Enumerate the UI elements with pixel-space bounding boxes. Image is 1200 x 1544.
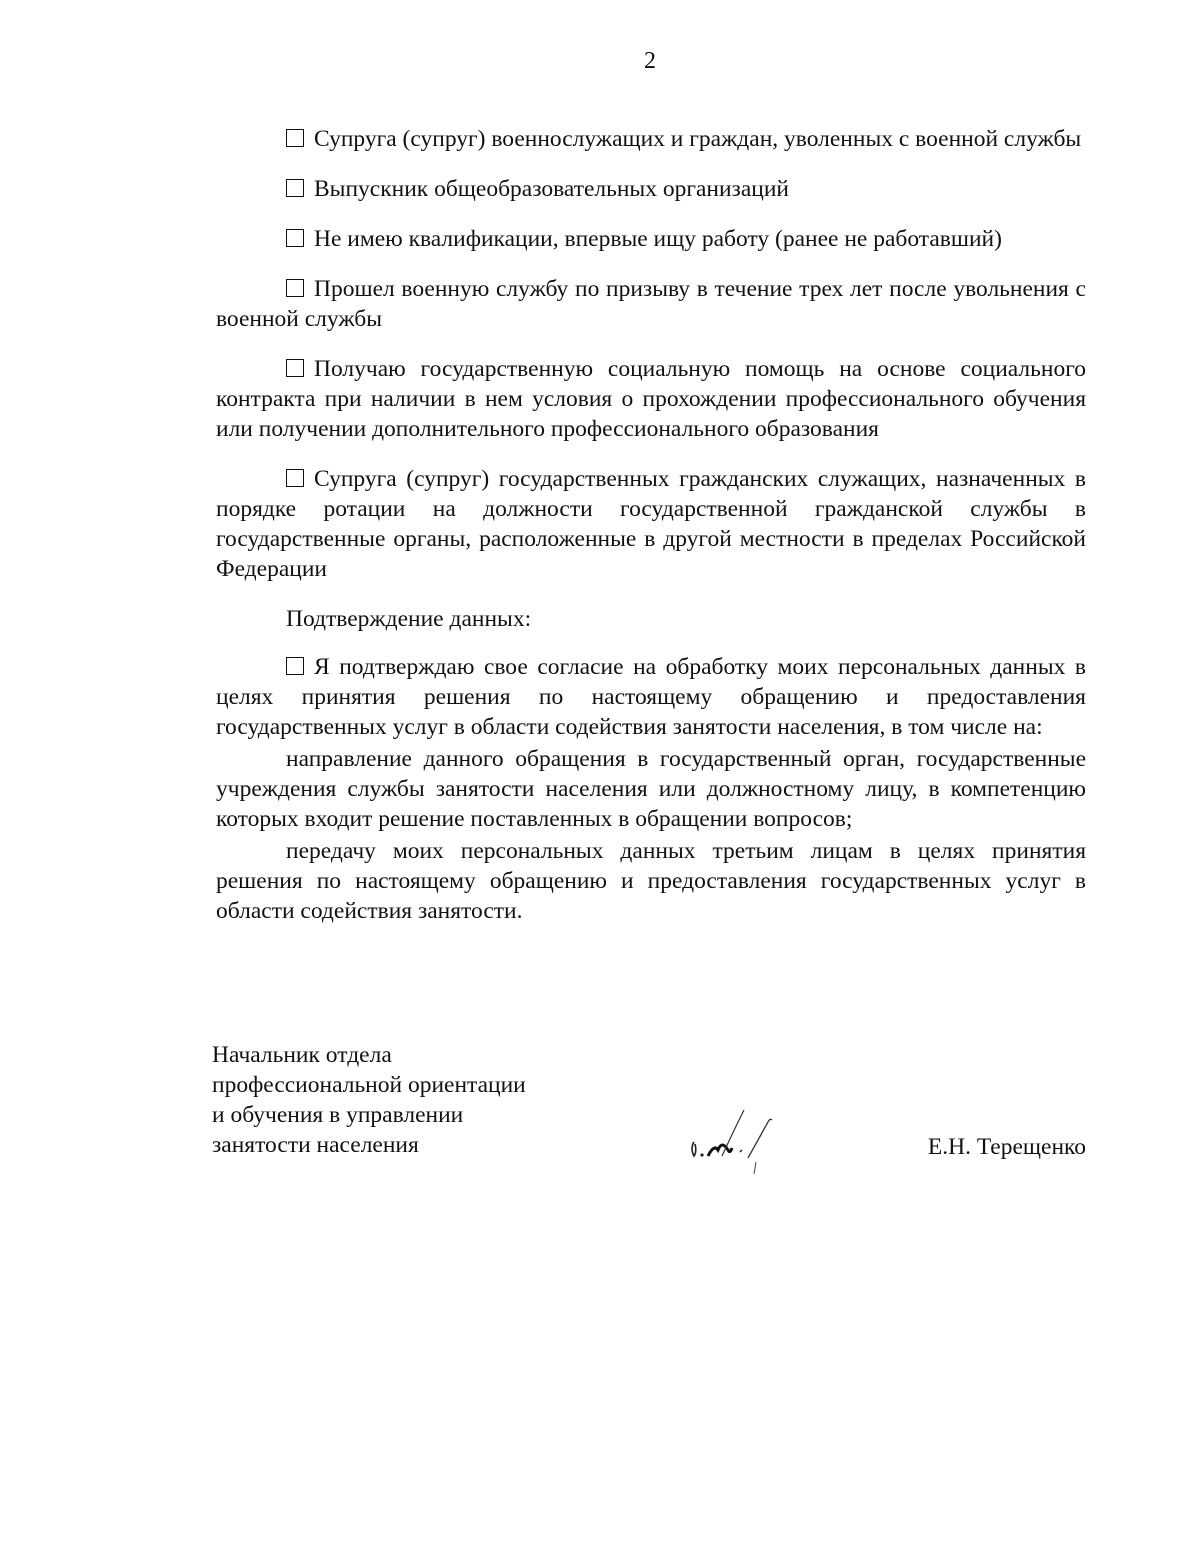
page-number: 2 (644, 48, 656, 74)
option-text: Выпускник общеобразовательных организаций (314, 176, 790, 202)
consent-item (216, 652, 1086, 742)
document-body (216, 124, 1086, 926)
position-title-line: профессиональной ориентации (212, 1072, 526, 1098)
consent-checkbox[interactable] (286, 657, 304, 675)
option-item (216, 464, 1086, 584)
position-title-line: Начальник отдела (212, 1042, 392, 1068)
checkbox[interactable] (286, 279, 304, 297)
option-text: Супруга (супруг) военнослужащих и граждан, уволенных с военной службы (314, 126, 1082, 152)
consent-text: Я подтверждаю свое согласие на обработку моих персональных данных в целях принятия решения по настоящему обращению и предоставления государственных услуг в области содействия занятости населения, в том числе на: (216, 654, 1086, 740)
checkbox[interactable] (286, 179, 304, 197)
option-text: Не имею квалификации, впервые ищу работу (ранее не работавший) (314, 226, 1002, 252)
consent-purpose-1: направление данного обращения в государственный орган, государственные учреждения службы занятости населения или должностному лицу, в компетенцию которых входит решение поставленных в обращении вопросов; (216, 746, 1086, 832)
checkbox[interactable] (286, 129, 304, 147)
option-item (216, 174, 1086, 204)
checkbox[interactable] (286, 229, 304, 247)
consent-purpose-2: передачу моих персональных данных третьим лицам в целях принятия решения по настоящему обращению и предоставления государственных услуг в области содействия занятости. (216, 838, 1086, 924)
position-title (212, 1040, 526, 1160)
checkbox[interactable] (286, 469, 304, 487)
signature-block (212, 1040, 1092, 1180)
option-item (216, 124, 1086, 154)
position-title-line: и обучения в управлении (212, 1102, 464, 1128)
signer-name: Е.Н. Терещенко (927, 1134, 1086, 1160)
checkbox[interactable] (286, 359, 304, 377)
confirmation-heading: Подтверждение данных: (286, 606, 532, 632)
position-title-line: занятости населения (212, 1132, 419, 1158)
option-text: Супруга (супруг) государственных гражданских служащих, назначенных в порядке ротации на должности государственной гражданской службы в государственные органы, расположенные в другой местности в пределах Российской Федерации (216, 466, 1086, 582)
option-text: Получаю государственную социальную помощь на основе социального контракта при наличии в нем условия о прохождении профессионального обучения или получении дополнительного профессионального образования (216, 356, 1086, 442)
handwritten-signature (684, 1100, 794, 1180)
option-item (216, 354, 1086, 444)
option-text: Прошел военную службу по призыву в течение трех лет после увольнения с военной службы (216, 276, 1086, 332)
option-item (216, 274, 1086, 334)
option-item (216, 224, 1086, 254)
